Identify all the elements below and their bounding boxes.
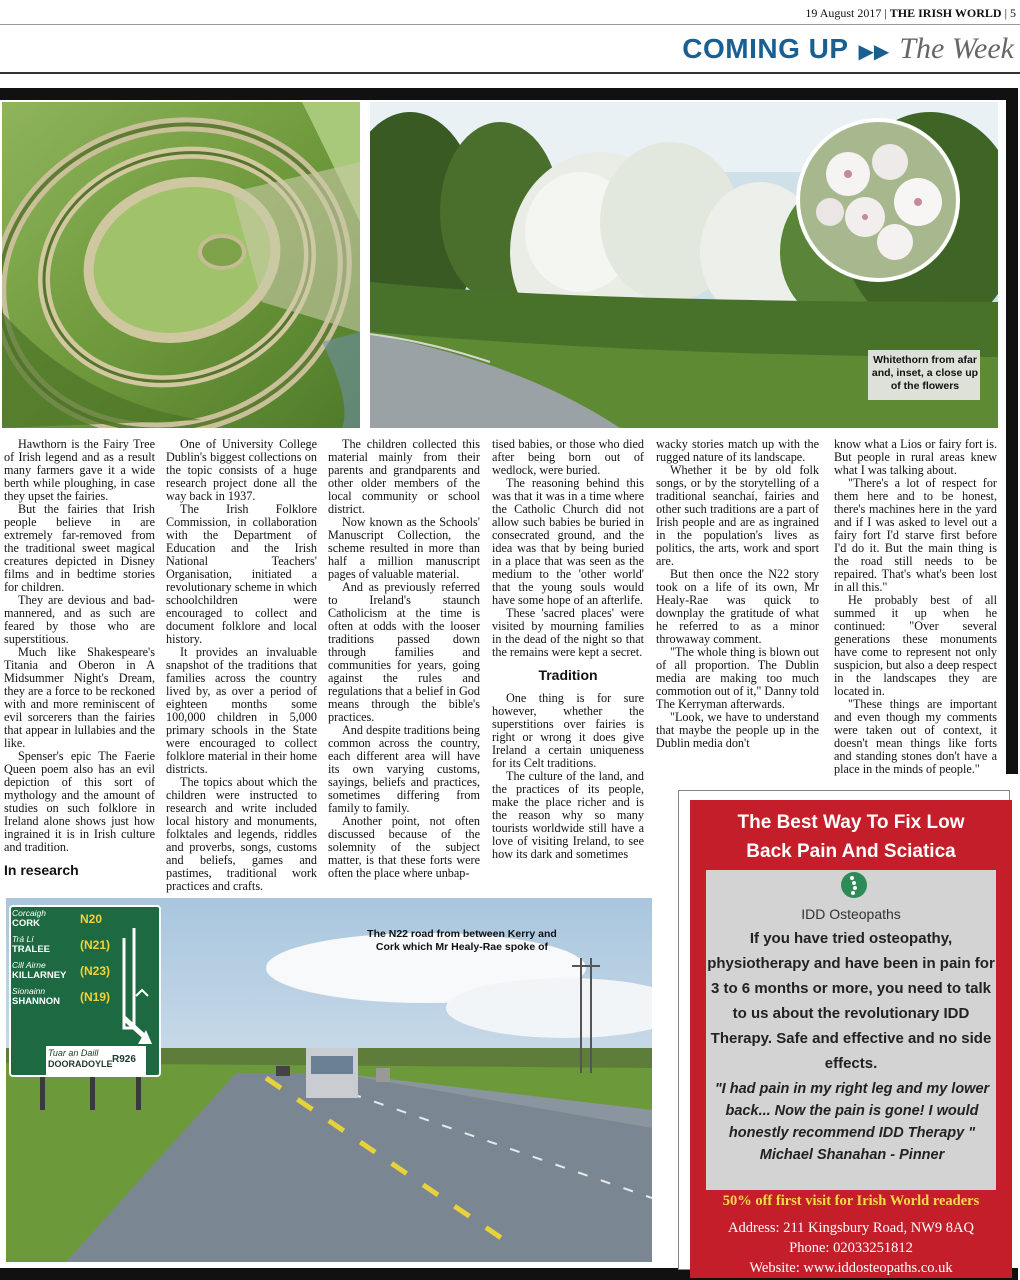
article-paragraph: They are devious and bad-mannered, and as such are feared by those who are superstitious. — [4, 593, 155, 646]
sign-route-number: N20 — [80, 912, 103, 926]
section-rule — [0, 72, 1020, 74]
issue-date: 19 August 2017 — [805, 6, 882, 20]
sign-destination — [12, 934, 142, 960]
section-title: COMING UP — [682, 33, 849, 64]
sign-english-name: KILLARNEY — [12, 970, 67, 981]
road-sign-side — [48, 1048, 142, 1074]
article-paragraph: The topics about which the children were instructed to research and write included local history and monuments, folktales and legends, riddles and proverbs, songs, customs and beliefs, games and pastimes, traditional work practices and crafts. — [166, 775, 317, 893]
advert-logo-name: IDD Osteopaths — [801, 906, 901, 922]
article-column-5 — [656, 438, 819, 750]
spine-logo-icon — [839, 870, 869, 900]
subheading: In research — [4, 862, 79, 878]
caption-whitethorn: Whitethorn from afar and, inset, a close up of the flowers — [871, 354, 979, 392]
advert-phone: Phone: 02033251812 — [789, 1240, 913, 1256]
frame-top — [0, 88, 1018, 100]
article-paragraph: And despite traditions being common across the country, each different area will have its own varying customs, sayings, beliefs and practices, sometimes differing from family to family. — [328, 723, 480, 815]
article-paragraph: The Irish Folklore Commission, in collaboration with the Department of Education and the Irish National Teachers' Organisation, initiated a revolutionary scheme in which schoolchildren were encouraged to collect and document folklore and local history. — [166, 502, 317, 646]
article-paragraph: Another point, not often discussed because of the solemnity of the subject matter, is that these forts were often the place where unbap- — [328, 814, 480, 880]
article-paragraph: Spenser's epic The Faerie Queen poem also has an evil depiction of this sort of mythology and the amount of studies on such folklore in Ireland alone shows just how ingrained it is in Irish culture and tradition. — [4, 749, 155, 854]
article-paragraph: "Look, we have to understand that maybe the people up in the Dublin media don't — [656, 710, 819, 750]
article-paragraph: Now known as the Schools' Manuscript Collection, the scheme resulted in more than half a million manuscript pages of valuable material. — [328, 515, 480, 581]
article-paragraph: The culture of the land, and the practices of its people, make the place richer and is the reason why so many tourists worldwide still have a love of visiting Ireland, to see how its dark and sometimes — [492, 769, 644, 861]
article-paragraph: Much like Shakespeare's Titania and Oberon in A Midsummer Night's Dream, they are a force to be reckoned with and more reminiscent of evil sorcerers than the fairies that appear in lullabies and the like. — [4, 645, 155, 750]
sign-english-name: SHANNON — [12, 996, 61, 1007]
sign-route-number: (N19) — [80, 990, 111, 1004]
sign-english-name: CORK — [12, 918, 40, 929]
sign-destination — [12, 960, 142, 986]
article-paragraph: One of University College Dublin's biggest collections on the topic consists of a huge research project done all the way back in 1937. — [166, 437, 317, 503]
advert-headline-line-1: The Best Way To Fix Low — [737, 812, 965, 833]
sign-irish-name: Corcaigh — [12, 908, 47, 918]
article-paragraph: Whether it be by old folk songs, or by the storytelling of a traditional seanchaí, fairies and other such traditions are a part of Irish people and are as ingrained in the population's lives as politics, the arts, work and sport are. — [656, 463, 819, 568]
article-paragraph: "The whole thing is blown out of all proportion. The Dublin media are making too much commotion out of it," Danny told The Kerryman afterwards. — [656, 645, 819, 711]
article-column-2 — [166, 438, 317, 893]
advert-address: Address: 211 Kingsbury Road, NW9 8AQ — [728, 1220, 974, 1236]
page-folio: 19 August 2017 | THE IRISH WORLD | 5 — [805, 6, 1016, 20]
article-paragraph: Hawthorn is the Fairy Tree of Irish legend and as a result many farmers gave it a wide berth while ploughing, in case they upset the fairies. — [4, 437, 155, 503]
advert-quote-text: "I had pain in my right leg and my lower back... Now the pain is gone! I would honestly recommend IDD Therapy " — [714, 1081, 990, 1141]
header-rule — [0, 24, 1020, 25]
sign-side-irish: Tuar an Daill — [48, 1048, 99, 1058]
article-paragraph: And as previously referred to Ireland's staunch Catholicism at the time is often at odds with the looser traditions passed down through families and communities for years, going against the rules and regulations that a belief in God means through the bible's practices. — [328, 580, 480, 724]
advert-headline — [690, 808, 1012, 866]
caption-n22-road: The N22 road from between Kerry and Cork which Mr Healy-Rae spoke of — [367, 928, 557, 953]
article-paragraph: The reasoning behind this was that it was in a time where the Catholic Church did not allow such babies be buried in consecrated ground, and the idea was that by being buried in a place that was seen as the medium to the 'other world' that the young souls would have some hope of an afterlife. — [492, 476, 644, 607]
article-column-4 — [492, 438, 644, 861]
section-heading — [682, 32, 1014, 66]
article-paragraph: know what a Lios or fairy fort is. But people in rural areas knew what I was talking about. — [834, 437, 997, 477]
article-paragraph: It provides an invaluable snapshot of the traditions that families across the country lived by, as over a period of eighteen months some 100,000 children in 5,000 primary schools in the State were encouraged to collect folklore material in their home districts. — [166, 645, 317, 776]
article-paragraph: The children collected this material mainly from their parents and grandparents and other older members of the local community or school district. — [328, 437, 480, 516]
sign-side-route: R926 — [112, 1054, 136, 1065]
article-paragraph: tised babies, or those who died after being born out of wedlock, were buried. — [492, 437, 644, 477]
article-paragraph: These 'sacred places' were visited by mourning families in the dead of the night so that the remains were kept a secret. — [492, 606, 644, 659]
article-paragraph: "These things are important and even though my comments were taken out of context, it doesn't mean things like forts and standing stones don't have a place in the minds of people." — [834, 697, 997, 776]
article-column-3 — [328, 438, 480, 880]
sign-route-number: (N23) — [80, 964, 111, 978]
advert-quote-author: Michael Shanahan - Pinner — [759, 1147, 945, 1163]
photo-ring-fort — [2, 102, 360, 428]
double-arrow-icon: ▶▶ — [858, 39, 890, 63]
article-paragraph: He probably best of all summed it up when he continued: "Over several generations these monuments have come to represent not only suspicion, but also a deep respect in the landscapes they are located in. — [834, 593, 997, 698]
sign-destination — [12, 908, 142, 934]
sign-english-name: TRALEE — [12, 944, 50, 955]
sign-destination — [12, 986, 142, 1012]
advert-website: Website: www.iddosteopaths.co.uk — [749, 1260, 953, 1276]
article-paragraph: But the fairies that Irish people believe in are extremely far-removed from the traditional sweet magical creatures depicted in Disney films and in bedtime stories for children. — [4, 502, 155, 594]
sign-side-english: DOORADOYLE — [48, 1059, 113, 1069]
section-subtitle: The Week — [899, 32, 1014, 65]
advert-offer: 50% off first visit for Irish World readers — [722, 1193, 980, 1209]
road-sign — [12, 908, 142, 1012]
article-paragraph: "There's a lot of respect for them here and to be honest, there's machines here in the yard and if I was asked to level out a fairy fort I'd starve first before I'd do it. But the main thing is the road still needs to be repaired. That's what's been lost in all this." — [834, 476, 997, 594]
sign-irish-name: Cill Airne — [12, 960, 46, 970]
page-number: 5 — [1010, 6, 1016, 20]
article-paragraph: wacky stories match up with the rugged nature of its landscape. — [656, 437, 819, 464]
subheading: Tradition — [538, 667, 598, 683]
article-column-1 — [4, 438, 155, 887]
article-paragraph: But then once the N22 story took on a life of its own, Mr Healy-Rae was quick to downplay the gratitude of what he referred to as a minor throwaway comment. — [656, 567, 819, 646]
frame-right — [1006, 88, 1018, 774]
advert-testimonial — [712, 1078, 992, 1166]
advert-body: If you have tried osteopathy, physiotherapy and have been in pain for 3 to 6 months or more, you need to talk to us about the revolutionary IDD Therapy. Safe and effective and no side effects. — [707, 930, 995, 1072]
sign-irish-name: Trá Lí — [12, 934, 34, 944]
sign-route-number: (N21) — [80, 938, 111, 952]
article-column-6 — [834, 438, 997, 776]
article-paragraph: One thing is for sure however, whether the superstitions over fairies is right or wrong it does give Ireland a certain uniqueness for its Celt traditions. — [492, 691, 644, 770]
advert-headline-line-2: Back Pain And Sciatica — [746, 841, 956, 862]
sign-irish-name: Sionainn — [12, 986, 46, 996]
advert-contact — [690, 1218, 1012, 1278]
paper-name: THE IRISH WORLD — [889, 6, 1002, 20]
